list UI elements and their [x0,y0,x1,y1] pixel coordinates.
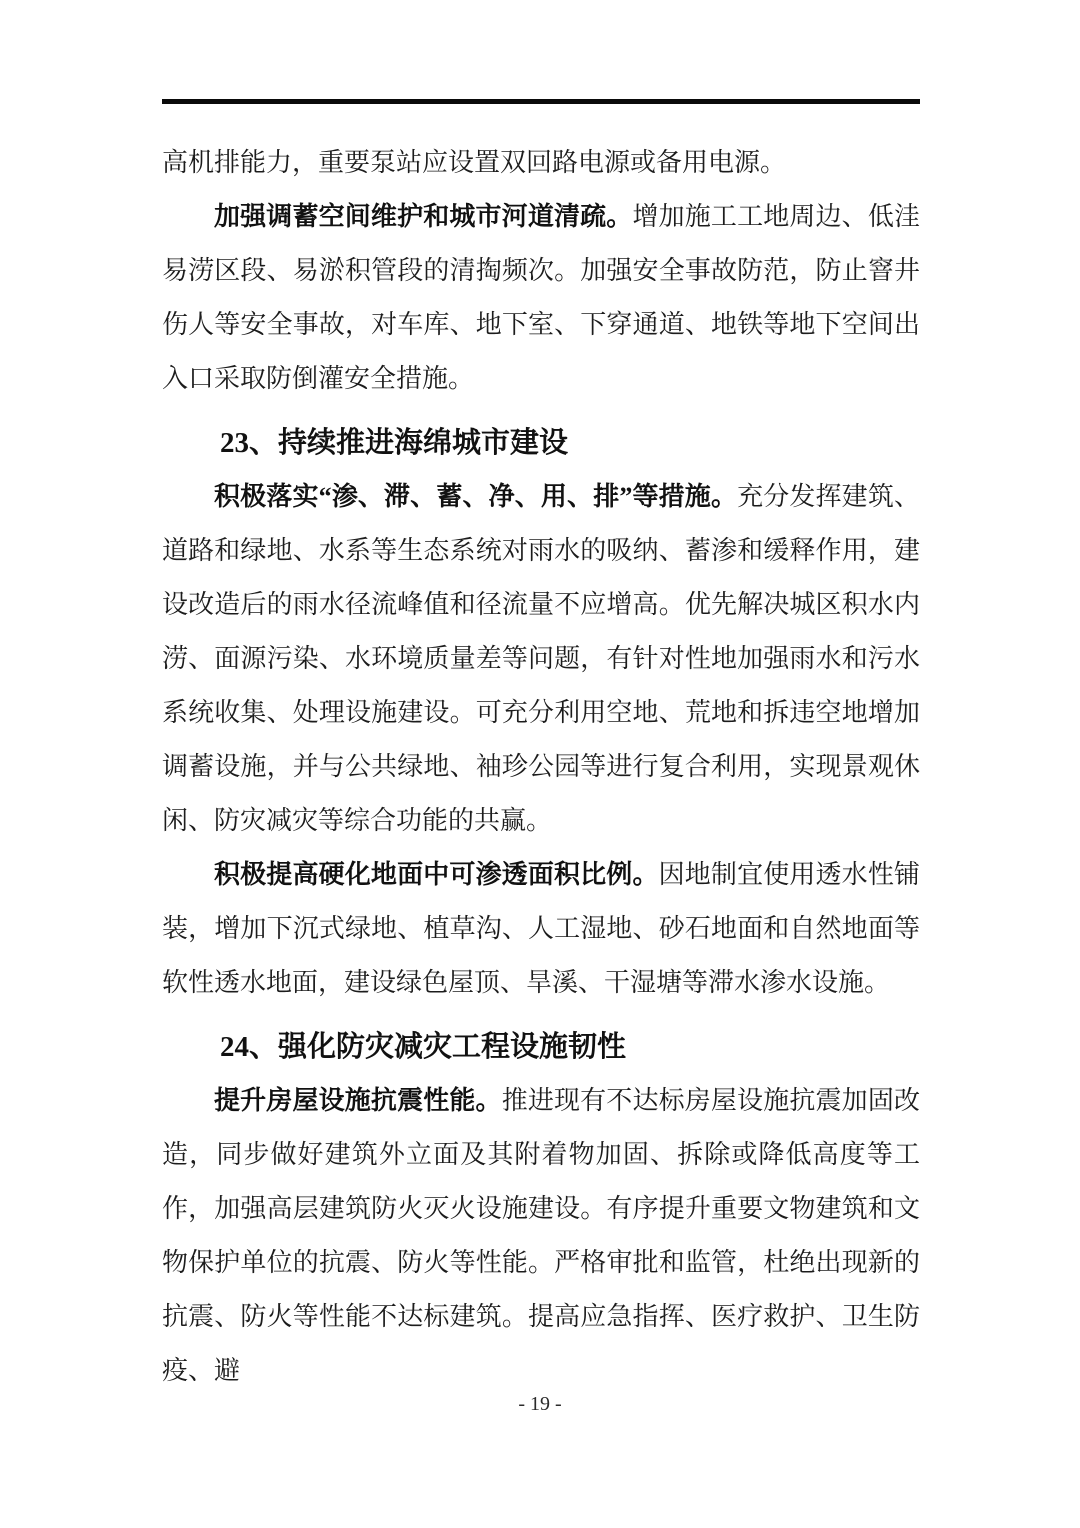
section-heading-23: 23、持续推进海绵城市建设 [220,427,569,459]
paragraph-sponge-city-lead: 积极落实“渗、滞、蓄、净、用、排”等措施。 [214,482,738,511]
document-body [162,136,920,1398]
paragraph-seismic-resilience-text: 推进现有不达标房屋设施抗震加固改造，同步做好建筑外立面及其附着物加固、拆除或降低高度等工作，加强高层建筑防火灭火设施建设。有序提升重要文物建筑和文物保护单位的抗震、防火等性能。严格审批和监管，杜绝出现新的抗震、防火等性能不达标建筑。提高应急指挥、医疗救护、卫生防疫、避 [162,1086,920,1385]
paragraph-permeable-ground-lead: 积极提高硬化地面中可渗透面积比例。 [214,860,659,889]
paragraph-dredging-text: 增加施工工地周边、低洼易涝区段、易淤积管段的清掏频次。加强安全事故防范，防止窨井伤人等安全事故，对车库、地下室、下穿通道、地铁等地下空间出入口采取防倒灌安全措施。 [162,202,920,393]
paragraph-permeable-ground [162,848,920,1010]
paragraph-sponge-city [162,470,920,848]
paragraph-seismic-resilience-lead: 提升房屋设施抗震性能。 [214,1086,502,1115]
paragraph-dredging-lead: 加强调蓄空间维护和城市河道清疏。 [214,202,633,231]
paragraph-dredging [162,190,920,406]
page-footer [0,1390,1080,1418]
paragraph-permeable-ground-text: 因地制宜使用透水性铺装，增加下沉式绿地、植草沟、人工湿地、砂石地面和自然地面等软性透水地面，建设绿色屋顶、旱溪、干湿塘等滞水渗水设施。 [162,860,920,997]
section-heading-24: 24、强化防灾减灾工程设施韧性 [220,1031,627,1063]
paragraph-sponge-city-text: 充分发挥建筑、道路和绿地、水系等生态系统对雨水的吸纳、蓄渗和缓释作用，建设改造后的雨水径流峰值和径流量不应增高。优先解决城区积水内涝、面源污染、水环境质量差等问题，有针对性地加强雨水和污水系统收集、处理设施建设。可充分利用空地、荒地和拆违空地增加调蓄设施，并与公共绿地、袖珍公园等进行复合利用，实现景观休闲、防灾减灾等综合功能的共赢。 [162,482,920,835]
paragraph-seismic-resilience [162,1074,920,1398]
paragraph-pump-continuation: 高机排能力，重要泵站应设置双回路电源或备用电源。 [162,148,787,177]
page-number: - 19 - [518,1393,562,1415]
header-rule [162,99,920,104]
